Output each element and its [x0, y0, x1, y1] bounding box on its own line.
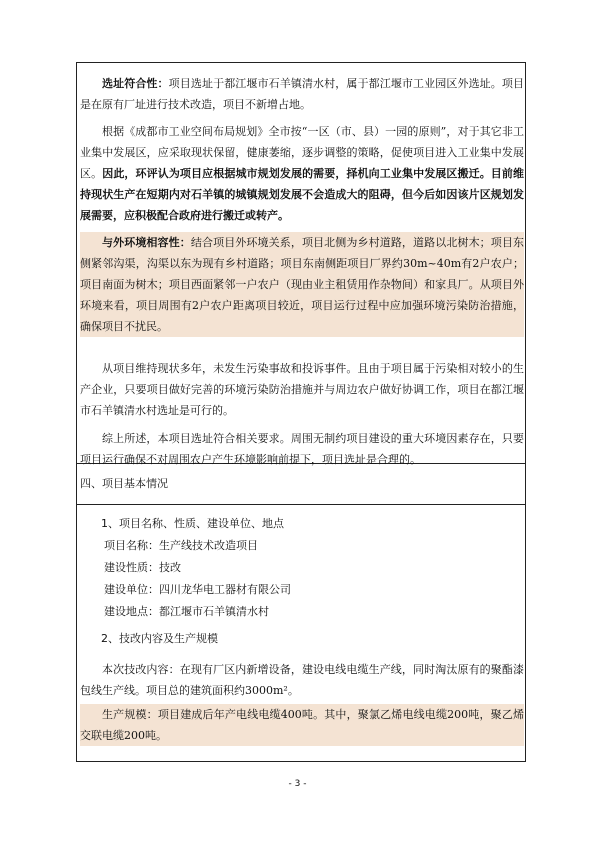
project-nature-line: 建设性质：技改 [104, 561, 181, 574]
summary-text: 综上所述，本项目选址符合相关要求。周围无制约项目建设的重大环境因素存在，只要项目运行确保不对周围农户产生环境影响前提下，项目选址是合理的。 [80, 432, 524, 466]
page-number: - 3 - [288, 779, 307, 789]
feasibility-text: 从项目维持现状多年，未发生污染事故和投诉事件。且由于项目属于污染相对较小的生产企业，只要项目做好完善的环境污染防治措施并与周边农户做好协调工作，项目在都江堰市石羊镇清水村选址是可行的。 [80, 362, 524, 417]
planning-text: 根据《成都市工业空间布局规划》全市按“一区（市、县）一园的原则”，对于其它非工业集中发展区，应采取现状保留，健康萎缩，逐步调整的策略，促使项目进入工业集中发展区。 [80, 125, 524, 180]
renovation-content-paragraph [80, 659, 524, 701]
feasibility-paragraph [80, 358, 524, 421]
construction-location-line: 建设地点：都江堰市石羊镇清水村 [104, 605, 269, 618]
site-compliance-paragraph [80, 73, 524, 115]
construction-unit-line: 建设单位：四川龙华电工器材有限公司 [104, 583, 291, 596]
site-compliance-label: 选址符合性： [102, 77, 169, 90]
summary-paragraph [80, 428, 524, 470]
project-name-line: 项目名称：生产线技术改造项目 [104, 539, 258, 552]
planning-paragraph [80, 121, 524, 226]
environment-compatibility-paragraph [80, 232, 524, 337]
section-heading: 四、项目基本情况 [80, 477, 168, 490]
renovation-content-text: 本次技改内容：在现有厂区内新增设备，建设电线电缆生产线，同时淘汰原有的聚酯漆包线生产线。项目总的建筑面积约3000m²。 [80, 663, 524, 697]
relocation-conclusion: 因此，环评认为项目应根据城市规划发展的需要，择机向工业集中发展区搬迁。目前维持现状生产在短期内对石羊镇的城镇规划发展不会造成大的阻碍，但今后如因该片区规划发展需要，应积极配合政府进行搬迁或转产。 [80, 167, 525, 222]
environment-compatibility-text: 结合项目外环境关系，项目北侧为乡村道路，道路以北树木；项目东侧紧邻沟渠，沟渠以东为现有乡村道路；项目东南侧距项目厂界约30m~40m有2户农户；项目南面为树木；项目西面紧邻一户农户（现由业主租赁用作杂物间）和家具厂。从项目外环境来看，项目周围有2户农户距离项目较近，项目运行过程中应加强环境污染防治措施，确保项目不扰民。 [80, 236, 525, 333]
production-scale-text: 生产规模：项目建成后年产电线电缆400吨。其中，聚氯乙烯电线电缆200吨，聚乙烯交联电缆200吨。 [80, 708, 524, 742]
subsection-1-heading: 1、项目名称、性质、建设单位、地点 [101, 517, 284, 530]
site-compliance-text: 项目选址于都江堰市石羊镇清水村，属于都江堰市工业园区外选址。项目是在原有厂址进行技术改造，项目不新增占地。 [80, 77, 525, 111]
environment-compatibility-label: 与外环境相容性： [102, 236, 191, 249]
production-scale-paragraph [80, 704, 524, 746]
subsection-2-heading: 2、技改内容及生产规模 [101, 632, 218, 645]
